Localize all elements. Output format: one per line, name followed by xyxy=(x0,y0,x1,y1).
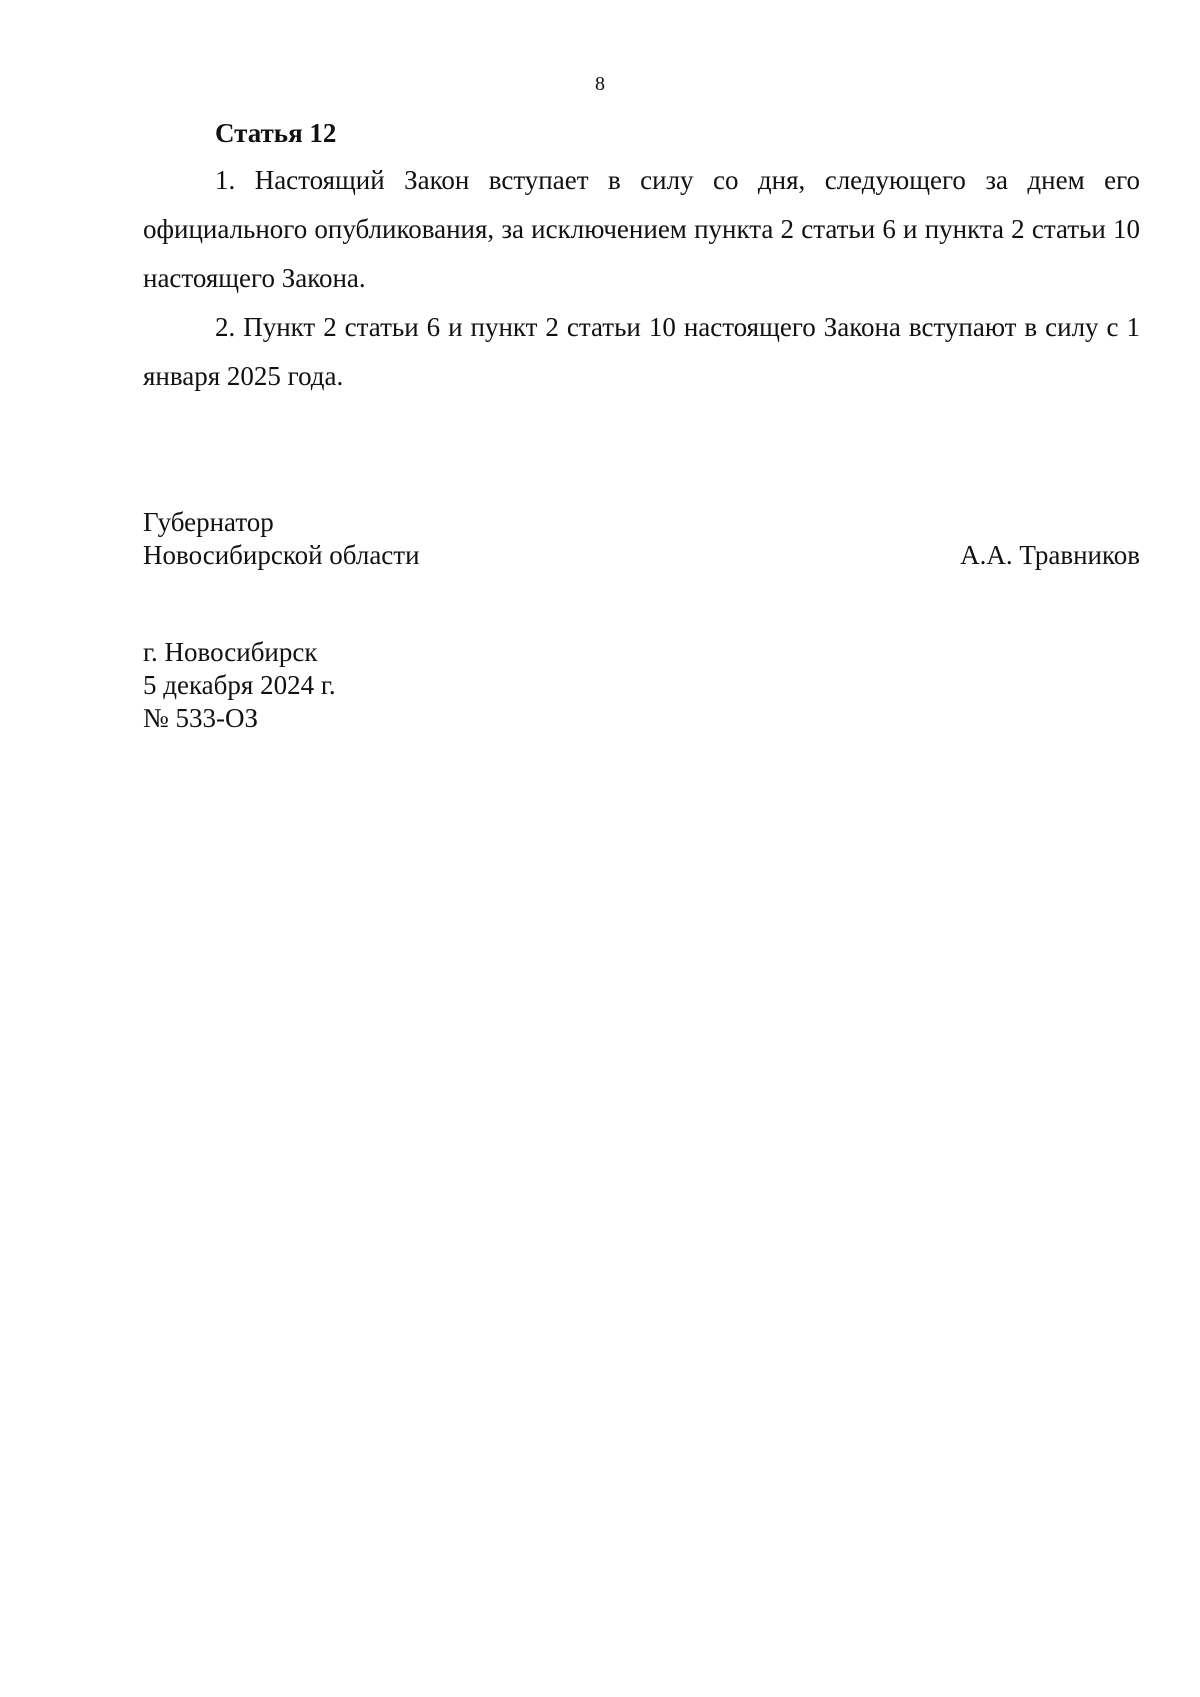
signatory-position-line1: Губернатор xyxy=(143,507,274,537)
article-paragraph-2: 2. Пункт 2 статьи 6 и пункт 2 статьи 10 настоящего Закона вступают в силу с 1 января 2025 года. xyxy=(143,312,1140,391)
signatory-name: А.А. Травников xyxy=(960,540,1140,570)
document-meta xyxy=(143,636,336,735)
signature-block xyxy=(143,506,1140,572)
article-paragraph-1: 1. Настоящий Закон вступает в силу со дня, следующего за днем его официального опубликования, за исключением пункта 2 статьи 6 и пункта 2 статьи 10 настоящего Закона. xyxy=(143,165,1140,293)
document-date: 5 декабря 2024 г. xyxy=(143,670,336,700)
document-number: № 533-ОЗ xyxy=(143,703,259,733)
signature-line xyxy=(143,539,1140,572)
page-number: 8 xyxy=(595,73,605,95)
document-city: г. Новосибирск xyxy=(143,637,318,667)
signatory-position-line2: Новосибирской области xyxy=(143,540,420,570)
article-title: Статья 12 xyxy=(215,118,337,148)
